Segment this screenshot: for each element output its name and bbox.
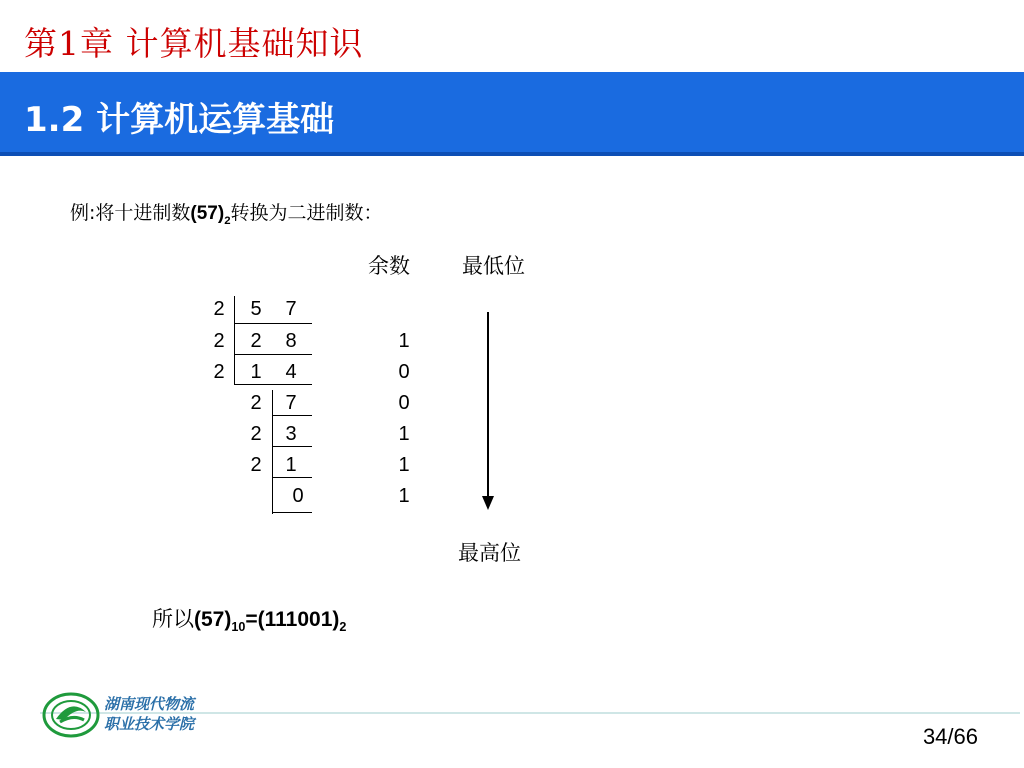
- quotient-digit: 1: [285, 454, 297, 476]
- highest-bit-label: 最高位: [458, 541, 521, 565]
- section-bar-underline: [0, 152, 1024, 156]
- example-subscript: 2: [224, 214, 231, 227]
- divisor: 2: [250, 454, 262, 476]
- result-lhs: (57): [194, 608, 232, 631]
- school-name-line2: 职业技术学院: [104, 715, 195, 733]
- quotient-digit: 0: [292, 485, 304, 507]
- divisor: 2: [213, 298, 225, 320]
- school-name: [104, 694, 194, 734]
- quotient-digit: 7: [285, 392, 297, 414]
- section-header-bar: [0, 72, 1024, 156]
- result-lhs-subscript: 10: [231, 620, 246, 635]
- quotient-digit: 8: [285, 330, 297, 352]
- example-number: (57): [190, 203, 225, 224]
- dividend-digit: 7: [285, 298, 297, 320]
- example-prefix: 例:将十进制数: [70, 202, 191, 224]
- example-suffix: 转换为二进制数：: [230, 202, 383, 224]
- division-rule: [234, 354, 312, 355]
- divisor: 2: [213, 361, 225, 383]
- remainder-value: 1: [398, 423, 410, 445]
- result-prefix: 所以: [152, 607, 194, 631]
- division-rule: [272, 477, 312, 478]
- arrow-head-icon: [482, 496, 494, 510]
- division-rule: [234, 384, 312, 385]
- remainder-value: 1: [398, 330, 410, 352]
- quotient-digit: 2: [250, 330, 262, 352]
- quotient-digit: 3: [285, 423, 297, 445]
- divisor: 2: [213, 330, 225, 352]
- divisor: 2: [250, 423, 262, 445]
- division-rule: [234, 323, 312, 324]
- remainder-value: 1: [398, 485, 410, 507]
- page-number: 34/66: [922, 724, 978, 749]
- remainder-value: 1: [398, 454, 410, 476]
- result-rhs-subscript: 2: [339, 620, 347, 635]
- example-statement: [70, 198, 383, 227]
- division-bracket: [272, 390, 273, 514]
- quotient-digit: 1: [250, 361, 262, 383]
- result-rhs: =(111001): [245, 608, 340, 631]
- quotient-digit: 4: [285, 361, 297, 383]
- school-name-line1: 湖南现代物流: [104, 695, 195, 713]
- lowest-bit-header: 最低位: [462, 254, 525, 278]
- section-title: 1.2 计算机运算基础: [24, 100, 335, 140]
- divisor: 2: [250, 392, 262, 414]
- chapter-title: 第1章 计算机基础知识: [24, 24, 364, 63]
- remainder-value: 0: [398, 361, 410, 383]
- division-rule: [272, 446, 312, 447]
- division-bracket: [234, 296, 235, 384]
- result-statement: [152, 603, 346, 634]
- remainder-header: 余数: [368, 254, 410, 278]
- remainder-value: 0: [398, 392, 410, 414]
- dividend-digit: 5: [250, 298, 262, 320]
- division-rule: [272, 415, 312, 416]
- division-rule: [272, 512, 312, 513]
- school-logo-icon: [42, 692, 100, 738]
- down-arrow-icon: [487, 312, 489, 502]
